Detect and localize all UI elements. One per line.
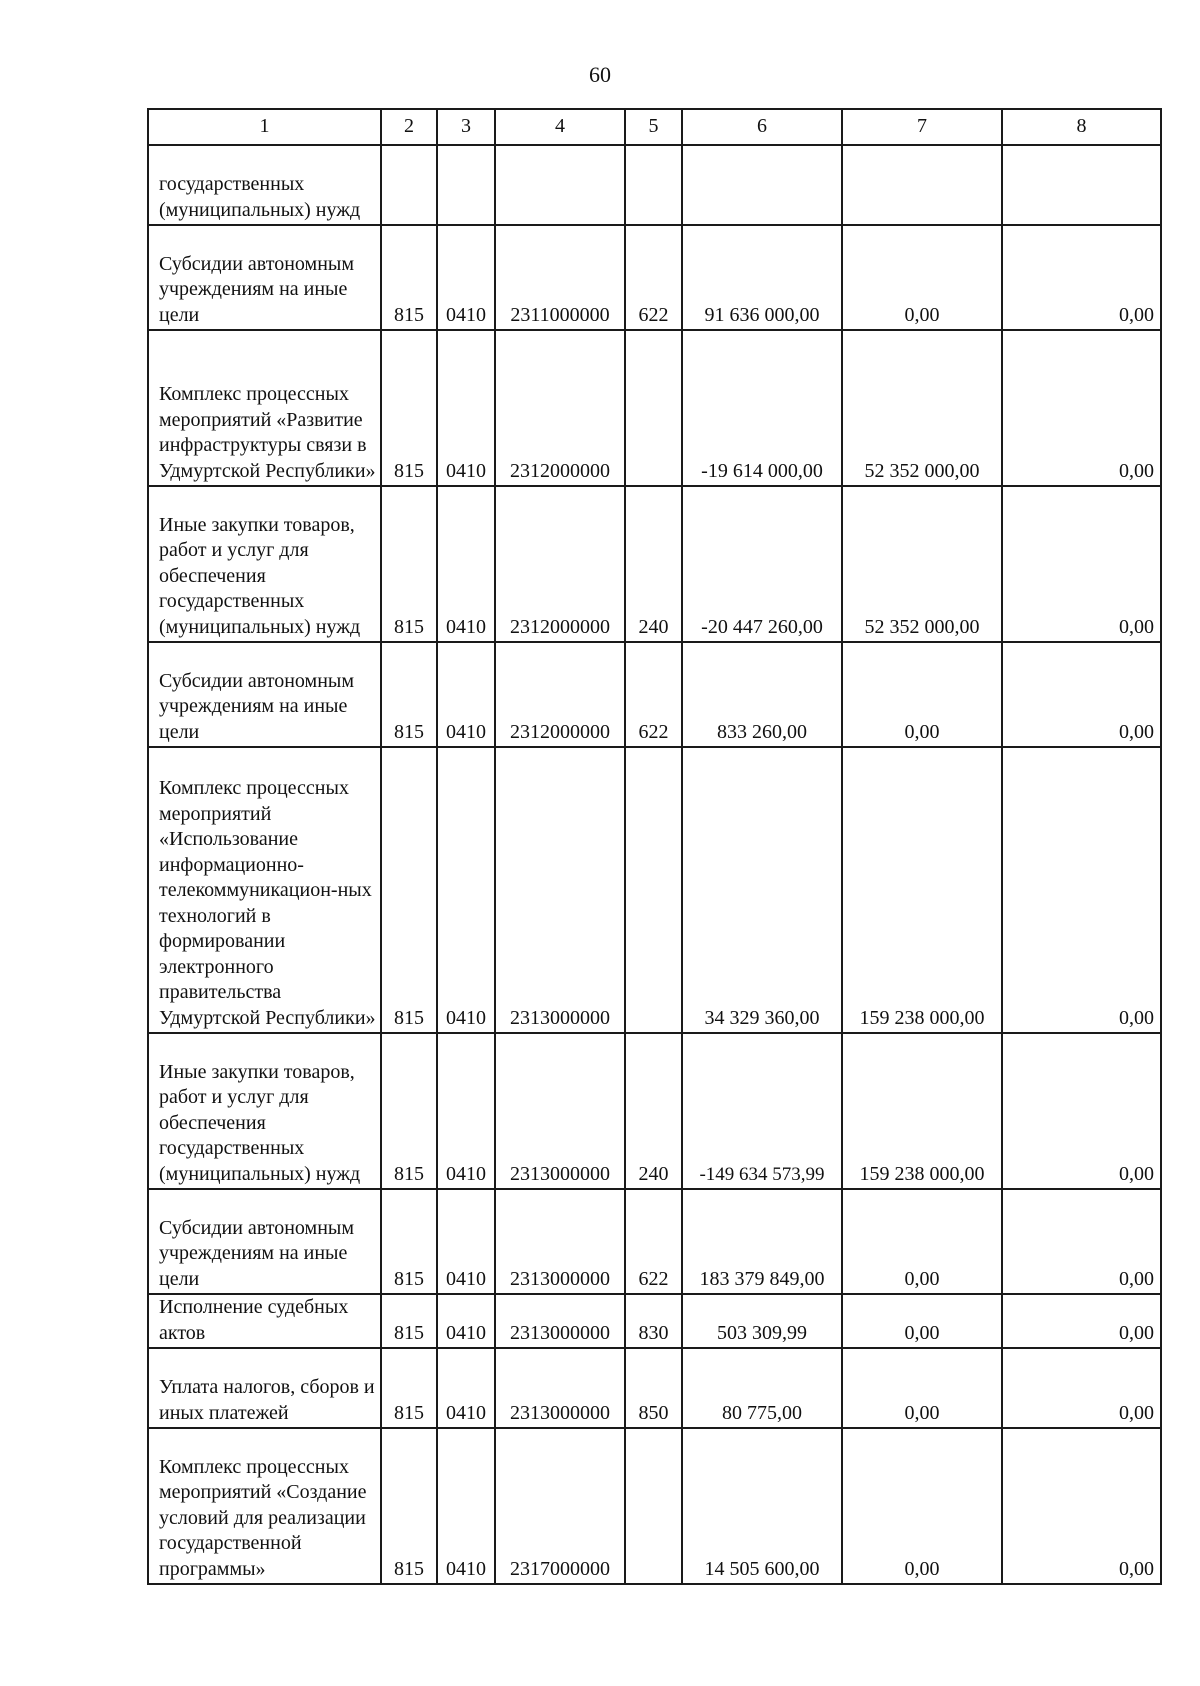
row-description: Комплекс процессных мероприятий «Развитие инфраструктуры связи в Удмуртской Республики» (148, 330, 381, 486)
cell-target-article: 2312000000 (495, 486, 625, 642)
cell-ministry-code: 815 (381, 747, 437, 1033)
cell-expense-type: 240 (625, 1033, 682, 1189)
cell-amount-col7: 0,00 (842, 225, 1002, 330)
cell-expense-type: 622 (625, 225, 682, 330)
cell-amount-col8: 0,00 (1002, 225, 1161, 330)
cell-amount-col8: 0,00 (1002, 486, 1161, 642)
cell-target-article: 2313000000 (495, 1033, 625, 1189)
cell-amount-col7: 0,00 (842, 642, 1002, 747)
table-row (148, 225, 1161, 330)
cell-expense-type: 240 (625, 486, 682, 642)
cell-target-article: 2317000000 (495, 1428, 625, 1584)
cell-amount-col6: 34 329 360,00 (682, 747, 842, 1033)
cell-section-code: 0410 (437, 1033, 495, 1189)
cell-target-article (495, 145, 625, 225)
cell-amount-col7: 159 238 000,00 (842, 1033, 1002, 1189)
cell-amount-col8: 0,00 (1002, 330, 1161, 486)
cell-ministry-code: 815 (381, 330, 437, 486)
column-header: 5 (625, 109, 682, 145)
cell-ministry-code: 815 (381, 642, 437, 747)
cell-amount-col7: 52 352 000,00 (842, 486, 1002, 642)
column-header: 2 (381, 109, 437, 145)
cell-amount-col6: 183 379 849,00 (682, 1189, 842, 1294)
cell-expense-type: 622 (625, 642, 682, 747)
cell-expense-type: 830 (625, 1294, 682, 1348)
cell-section-code (437, 145, 495, 225)
column-number-row (148, 109, 1161, 145)
table-row (148, 642, 1161, 747)
row-description: Комплекс процессных мероприятий «Создание условий для реализации государственной программы» (148, 1428, 381, 1584)
column-header: 8 (1002, 109, 1161, 145)
row-description: Исполнение судебных актов (148, 1294, 381, 1348)
table-row (148, 1294, 1161, 1348)
cell-target-article: 2313000000 (495, 1348, 625, 1428)
table-row (148, 1428, 1161, 1584)
cell-amount-col6: 833 260,00 (682, 642, 842, 747)
column-header: 6 (682, 109, 842, 145)
row-description: Субсидии автономным учреждениям на иные цели (148, 1189, 381, 1294)
cell-amount-col8: 0,00 (1002, 1294, 1161, 1348)
cell-section-code: 0410 (437, 1189, 495, 1294)
row-description: Субсидии автономным учреждениям на иные цели (148, 225, 381, 330)
cell-expense-type (625, 747, 682, 1033)
cell-amount-col7: 52 352 000,00 (842, 330, 1002, 486)
table-row (148, 747, 1161, 1033)
cell-section-code: 0410 (437, 1348, 495, 1428)
cell-expense-type: 850 (625, 1348, 682, 1428)
budget-table (147, 108, 1162, 1585)
table-row (148, 1189, 1161, 1294)
cell-amount-col8: 0,00 (1002, 1428, 1161, 1584)
row-description: Комплекс процессных мероприятий «Использование информационно-телекоммуникацион-ных технологий в формировании электронного правительства Удмуртской Республики» (148, 747, 381, 1033)
table-row (148, 486, 1161, 642)
cell-amount-col7 (842, 145, 1002, 225)
cell-amount-col7: 0,00 (842, 1348, 1002, 1428)
cell-ministry-code (381, 145, 437, 225)
cell-amount-col6: 503 309,99 (682, 1294, 842, 1348)
cell-section-code: 0410 (437, 486, 495, 642)
cell-amount-col6: -20 447 260,00 (682, 486, 842, 642)
row-description: государственных (муниципальных) нужд (148, 145, 381, 225)
cell-expense-type (625, 1428, 682, 1584)
cell-amount-col8 (1002, 145, 1161, 225)
cell-section-code: 0410 (437, 225, 495, 330)
cell-amount-col7: 0,00 (842, 1428, 1002, 1584)
page-number: 60 (589, 62, 611, 87)
table-row (148, 330, 1161, 486)
row-description: Иные закупки товаров, работ и услуг для обеспечения государственных (муниципальных) нужд (148, 486, 381, 642)
cell-expense-type: 622 (625, 1189, 682, 1294)
cell-amount-col7: 0,00 (842, 1294, 1002, 1348)
table-body (148, 145, 1161, 1584)
cell-ministry-code: 815 (381, 1033, 437, 1189)
table-row (148, 1033, 1161, 1189)
cell-expense-type (625, 145, 682, 225)
cell-ministry-code: 815 (381, 1189, 437, 1294)
cell-amount-col8: 0,00 (1002, 642, 1161, 747)
row-description: Иные закупки товаров, работ и услуг для обеспечения государственных (муниципальных) нужд (148, 1033, 381, 1189)
cell-amount-col8: 0,00 (1002, 1033, 1161, 1189)
cell-amount-col7: 159 238 000,00 (842, 747, 1002, 1033)
cell-target-article: 2313000000 (495, 1294, 625, 1348)
cell-target-article: 2311000000 (495, 225, 625, 330)
cell-target-article: 2312000000 (495, 642, 625, 747)
cell-section-code: 0410 (437, 1428, 495, 1584)
row-description: Уплата налогов, сборов и иных платежей (148, 1348, 381, 1428)
cell-amount-col8: 0,00 (1002, 1189, 1161, 1294)
cell-amount-col8: 0,00 (1002, 1348, 1161, 1428)
column-header: 3 (437, 109, 495, 145)
cell-amount-col6: -19 614 000,00 (682, 330, 842, 486)
cell-section-code: 0410 (437, 1294, 495, 1348)
cell-amount-col7: 0,00 (842, 1189, 1002, 1294)
cell-amount-col8: 0,00 (1002, 747, 1161, 1033)
table-row (148, 1348, 1161, 1428)
cell-ministry-code: 815 (381, 486, 437, 642)
cell-ministry-code: 815 (381, 1428, 437, 1584)
column-header: 4 (495, 109, 625, 145)
column-header: 1 (148, 109, 381, 145)
cell-section-code: 0410 (437, 642, 495, 747)
cell-amount-col6: -149 634 573,99 (682, 1033, 842, 1189)
cell-section-code: 0410 (437, 747, 495, 1033)
cell-ministry-code: 815 (381, 225, 437, 330)
cell-amount-col6: 91 636 000,00 (682, 225, 842, 330)
cell-amount-col6: 80 775,00 (682, 1348, 842, 1428)
cell-target-article: 2313000000 (495, 747, 625, 1033)
cell-expense-type (625, 330, 682, 486)
cell-amount-col6 (682, 145, 842, 225)
row-description: Субсидии автономным учреждениям на иные цели (148, 642, 381, 747)
cell-target-article: 2312000000 (495, 330, 625, 486)
cell-ministry-code: 815 (381, 1294, 437, 1348)
cell-section-code: 0410 (437, 330, 495, 486)
cell-ministry-code: 815 (381, 1348, 437, 1428)
table-row (148, 145, 1161, 225)
cell-target-article: 2313000000 (495, 1189, 625, 1294)
column-header: 7 (842, 109, 1002, 145)
cell-amount-col6: 14 505 600,00 (682, 1428, 842, 1584)
